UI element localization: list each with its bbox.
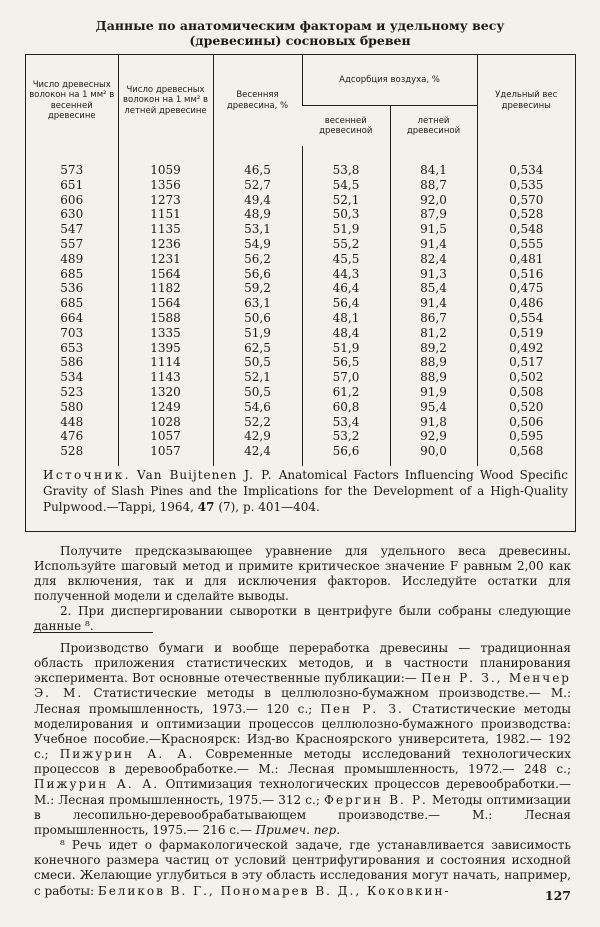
table-body (26, 146, 575, 466)
table-cell: 586 (60, 355, 84, 370)
table-cell: 476 (60, 429, 84, 444)
table-cell: 50,5 (213, 385, 302, 400)
page-number: 127 (544, 888, 571, 903)
table-cell: 52,1 (302, 193, 390, 208)
table-row (26, 178, 575, 193)
header-col6: Удельный вес древесины (477, 55, 575, 146)
spacer-cell (213, 459, 302, 466)
table-frame (25, 54, 576, 532)
table-cell: 1135 (118, 222, 213, 237)
spacer-cell (477, 146, 575, 163)
table-cell: 547 (60, 222, 84, 237)
spacer-cell (26, 146, 118, 163)
table-cell: 1273 (118, 193, 213, 208)
table-row (26, 296, 575, 311)
table-cell: 53,4 (302, 415, 390, 430)
table-cell: 59,2 (213, 281, 302, 296)
table-cell: 0,535 (477, 178, 575, 193)
footnote-1-text-b: Статистические методы в целлюлозно-бумажном производстве.— М.: Лесная промышленность, 1973.— 120 с.; (34, 686, 571, 716)
table-cell: 52,2 (213, 415, 302, 430)
paragraph-1: Получите предсказывающее уравнение для удельного веса древесины. Используйте шаговый метод и примите критическое значение F равным 2,00 как для включения, так и для исключения факторов. Исследуйте остатки для полученной модели и сделайте выводы. (34, 544, 571, 603)
table-cell: 56,6 (302, 444, 390, 459)
spacer-cell (118, 146, 213, 163)
table-cell: 1114 (118, 355, 213, 370)
table-title-line2: (древесины) сосновых бревен (189, 33, 411, 48)
table-cell: 536 (60, 281, 84, 296)
table-title (0, 18, 600, 48)
table-cell: 42,4 (213, 444, 302, 459)
table-cell: 0,568 (477, 444, 575, 459)
table-cell: 448 (60, 414, 84, 429)
table-cell: 91,3 (390, 267, 477, 282)
table-cell: 0,486 (477, 296, 575, 311)
table-cell: 56,2 (213, 252, 302, 267)
table-cell: 44,3 (302, 267, 390, 282)
footnote-1-author-c: Пижурин А. А. (59, 747, 195, 762)
table-cell: 0,475 (477, 281, 575, 296)
table-cell: 0,520 (477, 400, 575, 415)
table-cell: 82,4 (390, 252, 477, 267)
table-cell: 51,9 (302, 222, 390, 237)
footnote-1-text-f: Методы оптимизации в лесопильно-деревообрабатывающем производстве.— М.: Лесная промышленность, 1975.— 216 с.— (34, 792, 571, 837)
table-cell: 89,2 (390, 341, 477, 356)
table-cell: 91,5 (390, 222, 477, 237)
table-cell: 84,1 (390, 163, 477, 178)
table-cell: 92,9 (390, 429, 477, 444)
table-cell: 81,2 (390, 326, 477, 341)
table-cell: 1395 (118, 341, 213, 356)
table-row (26, 163, 575, 178)
header-col4: весенней древесиной (302, 106, 390, 147)
source-volume: 47 (197, 500, 215, 514)
table-row (26, 370, 575, 385)
table-cell: 48,4 (302, 326, 390, 341)
header-col2: Число древесных волокон на 1 мм² в летней древесине (118, 55, 213, 146)
table-cell: 1356 (118, 178, 213, 193)
table-cell: 0,548 (477, 222, 575, 237)
table-cell: 54,6 (213, 400, 302, 415)
table-cell: 95,4 (390, 400, 477, 415)
table-cell: 52,7 (213, 178, 302, 193)
table-cell: 90,0 (390, 444, 477, 459)
table-cell: 534 (60, 370, 84, 385)
table-cell: 0,492 (477, 341, 575, 356)
footnote-1-author-d: Пижурин А. А. (34, 777, 160, 792)
source-authors: Van Buijtenen J. P. (137, 468, 273, 482)
table-cell: 0,516 (477, 267, 575, 282)
table-cell: 55,2 (302, 237, 390, 252)
table-cell: 91,4 (390, 296, 477, 311)
table-cell: 1320 (118, 385, 213, 400)
table-cell: 46,5 (213, 163, 302, 178)
table-cell: 606 (60, 192, 84, 207)
footnote-1-author-b: Пен Р. З. (320, 701, 404, 716)
table-cell: 580 (60, 399, 84, 414)
table-cell: 56,4 (302, 296, 390, 311)
table-cell: 0,534 (477, 163, 575, 178)
table-cell: 1236 (118, 237, 213, 252)
spacer-cell (477, 459, 575, 466)
table-cell: 685 (60, 266, 84, 281)
table-cell: 0,519 (477, 326, 575, 341)
table-cell: 56,5 (302, 355, 390, 370)
spacer-cell (26, 459, 118, 466)
table-cell: 528 (60, 444, 84, 459)
spacer-cell (118, 459, 213, 466)
table-cell: 57,0 (302, 370, 390, 385)
table-cell: 50,3 (302, 207, 390, 222)
paragraph-2: 2. При диспергировании сыворотки в центрифуге были собраны следующие данные ⁸. (34, 604, 571, 633)
table-cell: 1335 (118, 326, 213, 341)
table-cell: 87,9 (390, 207, 477, 222)
table-row (26, 385, 575, 400)
source-text: Anatomical Factors Influencing Wood Specific Gravity of Slash Pines and the Implications for the Development of a High-Quality Pulpwood.—Tappi, 1964, (43, 468, 568, 514)
table-cell: 61,2 (302, 385, 390, 400)
data-table (26, 55, 575, 466)
spacer-cell (302, 146, 390, 163)
table-end-row (26, 459, 575, 466)
table-cell: 48,9 (213, 207, 302, 222)
table-row (26, 193, 575, 208)
table-cell: 1249 (118, 400, 213, 415)
table-row (26, 400, 575, 415)
table-cell: 86,7 (390, 311, 477, 326)
table-row (26, 237, 575, 252)
table-cell: 664 (60, 310, 84, 325)
footnote-rule (33, 632, 153, 633)
table-cell: 0,502 (477, 370, 575, 385)
table-cell: 0,570 (477, 193, 575, 208)
table-cell: 0,555 (477, 237, 575, 252)
footnote-1-text-e: Оптимизация технологических процессов деревообработки.— М.: Лесная промышленность, 1975.— 312 с.; (34, 777, 571, 807)
table-row (26, 281, 575, 296)
table-row (26, 207, 575, 222)
footnote-1-text-c: Статистические методы моделирования и оптимизации процессов целлюлозно-бумажного производства: Учебное пособие.—Красноярск: Изд-во Красноярского университета, 1982.— 192 с.; (34, 701, 571, 762)
table-cell: 63,1 (213, 296, 302, 311)
table-cell: 0,481 (477, 252, 575, 267)
table-cell: 1057 (118, 429, 213, 444)
table-cell: 1151 (118, 207, 213, 222)
footnote-1-author-e: Фергин В. Р. (324, 792, 428, 807)
footnote-2-mark: ⁸ (60, 838, 65, 853)
table-cell: 1057 (118, 444, 213, 459)
header-adsorption-group: Адсорбция воздуха, % (302, 55, 477, 106)
table-row (26, 267, 575, 282)
table-cell: 1059 (118, 163, 213, 178)
spacer-cell (213, 146, 302, 163)
footnote-1-author-a: Пен Р. З., Менчер Э. М. (34, 671, 571, 701)
table-cell: 50,5 (213, 355, 302, 370)
footnote-2 (34, 838, 571, 899)
table-cell: 50,6 (213, 311, 302, 326)
table-cell: 51,9 (302, 341, 390, 356)
table-row (26, 311, 575, 326)
table-cell: 51,9 (213, 326, 302, 341)
table-cell: 0,554 (477, 311, 575, 326)
table-cell: 573 (60, 163, 84, 177)
table-cell: 91,9 (390, 385, 477, 400)
table-cell: 1564 (118, 267, 213, 282)
table-row (26, 429, 575, 444)
table-cell: 653 (60, 340, 84, 355)
table-cell: 88,9 (390, 370, 477, 385)
source-label: Источник. (43, 468, 131, 482)
table-cell: 49,4 (213, 193, 302, 208)
footnotes (34, 641, 571, 899)
table-cell: 46,4 (302, 281, 390, 296)
footnote-1-remark: Примеч. пер. (255, 822, 341, 837)
table-cell: 42,9 (213, 429, 302, 444)
spacer-cell (302, 459, 390, 466)
table-cell: 1143 (118, 370, 213, 385)
table-cell: 45,5 (302, 252, 390, 267)
table-cell: 557 (60, 236, 84, 251)
table-cell: 0,595 (477, 429, 575, 444)
table-cell: 1028 (118, 415, 213, 430)
table-row (26, 222, 575, 237)
table-cell: 651 (60, 177, 84, 192)
footnote-2-text: Речь идет о фармакологической задаче, где устанавливается зависимость конечного размера частиц от условий центрифугирования и состояния исходной смеси. Желающие углубиться в эту область исследования могут начать, например, с работы: (34, 838, 571, 898)
table-cell: 53,2 (302, 429, 390, 444)
table-cell: 1231 (118, 252, 213, 267)
footnote-1-text-d: Современные методы исследований технологических процессов в деревообработке.— М.: Лесная промышленность, 1972.— 248 с.; (34, 747, 571, 777)
table-cell: 52,1 (213, 370, 302, 385)
table-row (26, 355, 575, 370)
table-row (26, 326, 575, 341)
table-cell: 88,9 (390, 355, 477, 370)
table-row (26, 341, 575, 356)
table-cell: 489 (60, 251, 84, 266)
table-cell: 91,4 (390, 237, 477, 252)
header-col1: Число древесных волокон на 1 мм² в весенней древесине (29, 79, 115, 121)
table-title-line1: Данные по анатомическим факторам и удельному весу (95, 18, 505, 33)
source-tail: (7), p. 401—404. (218, 500, 320, 514)
table-cell: 523 (60, 384, 84, 399)
table-cell: 0,528 (477, 207, 575, 222)
table-cell: 88,7 (390, 178, 477, 193)
table-row (26, 444, 575, 459)
table-cell: 0,517 (477, 355, 575, 370)
table-cell: 56,6 (213, 267, 302, 282)
footnote-2-authors: Беликов В. Г., Пономарев В. Д., Коковкин- (97, 883, 451, 898)
table-cell: 48,1 (302, 311, 390, 326)
table-cell: 1588 (118, 311, 213, 326)
body-text (34, 544, 571, 634)
table-cell: 1182 (118, 281, 213, 296)
table-cell: 685 (60, 296, 84, 311)
table-cell: 54,5 (302, 178, 390, 193)
table-cell: 91,8 (390, 415, 477, 430)
table-cell: 62,5 (213, 341, 302, 356)
table-cell: 85,4 (390, 281, 477, 296)
spacer-cell (390, 459, 477, 466)
header-col3: Весенняя древесина, % (213, 55, 302, 146)
table-cell: 54,9 (213, 237, 302, 252)
table-source (43, 467, 568, 515)
table-cell: 60,8 (302, 400, 390, 415)
table-cell: 0,508 (477, 385, 575, 400)
table-cell: 1564 (118, 296, 213, 311)
table-cell: 92,0 (390, 193, 477, 208)
table-cell: 630 (60, 207, 84, 222)
table-row (26, 252, 575, 267)
table-row (26, 415, 575, 430)
table-cell: 0,506 (477, 415, 575, 430)
table-cell: 703 (60, 325, 84, 340)
spacer-cell (390, 146, 477, 163)
footnote-1-text-a: Производство бумаги и вообще переработка древесины — традиционная область приложения статистических методов, и в частности планирования эксперимента. Вот основные отечественные публикации:— (34, 641, 571, 686)
header-col5: летней древесиной (390, 106, 477, 147)
table-spacer-row (26, 146, 575, 163)
table-cell: 53,1 (213, 222, 302, 237)
footnote-1 (34, 641, 571, 838)
table-cell: 53,8 (302, 163, 390, 178)
